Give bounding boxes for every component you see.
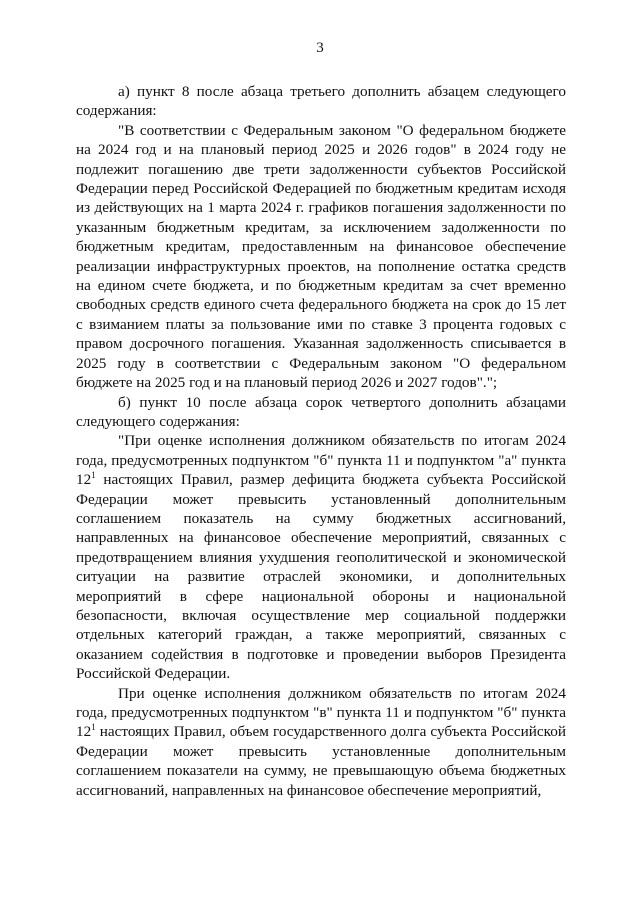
paragraph-quoted-debt-writeoff: "В соответствии с Федеральным законом "О федеральном бюджете на 2024 год и на плановый период 2025 и 2026 годов" в 2024 году не подлежит погашению две трети задолженности субъектов Российской Федерации перед Российской Федерацией по бюджетным кредитам исходя из действующих на 1 марта 2024 г. графиков погашения задолженности по указанным бюджетным кредитам, за исключением задолженности по бюджетным кредитам, предоставленным на финансовое обеспечение реализации инфраструктурных проектов, на пополнение остатка средств на едином счете бюджета, и по бюджетным кредитам за счет временно свободных средств единого счета федерального бюджета на срок до 15 лет с взиманием платы за пользование ими по ставке 3 процента годовых с правом досрочного погашения. Указанная задолженность списывается в 2025 году в соответствии с Федеральным законом "О федеральном бюджете на 2025 год и на плановый период 2026 и 2027 годов"."; [76, 121, 566, 392]
paragraph-deficit-assessment [76, 431, 566, 683]
superscript-number: 1 [91, 470, 96, 481]
page-number: 3 [316, 40, 324, 56]
document-body [76, 82, 566, 800]
paragraph-text-part: настоящих Правил, размер дефицита бюджета субъекта Российской Федерации может превысить установленный дополнительным соглашением показатель на сумму бюджетных ассигнований, направленных на финансовое обеспечение мероприятий, связанных с предотвращением влияния ухудшения геополитической и экономической ситуации на развитие отраслей экономики, и дополнительных мероприятий в сфере национальной обороны и национальной безопасности, включая осуществление мер социальной поддержки отдельных категорий граждан, а также мероприятий, связанных с оказанием содействия в подготовке и проведении выборов Президента Российской Федерации. [76, 471, 566, 683]
paragraph-text-part: "При оценке исполнения должником обязательств по итогам 2024 года, предусмотренных подпунктом "б" пункта 11 и подпунктом "а" пункта 12 [76, 432, 566, 489]
paragraph-amendment-b: б) пункт 10 после абзаца сорок четвертого дополнить абзацами следующего содержания: [76, 393, 566, 430]
paragraph-text-part: настоящих Правил, объем государственного долга субъекта Российской Федерации может превысить установленные дополнительным соглашением показатели на сумму, не превышающую объема бюджетных ассигнований, направленных на финансовое обеспечение мероприятий, [76, 723, 566, 799]
paragraph-debt-assessment [76, 684, 566, 800]
superscript-number: 1 [91, 722, 96, 733]
paragraph-text-part: При оценке исполнения должником обязательств по итогам 2024 года, предусмотренных подпунктом "в" пункта 11 и подпунктом "б" пункта 12 [76, 684, 566, 741]
paragraph-amendment-a: а) пункт 8 после абзаца третьего дополнить абзацем следующего содержания: [76, 83, 566, 120]
